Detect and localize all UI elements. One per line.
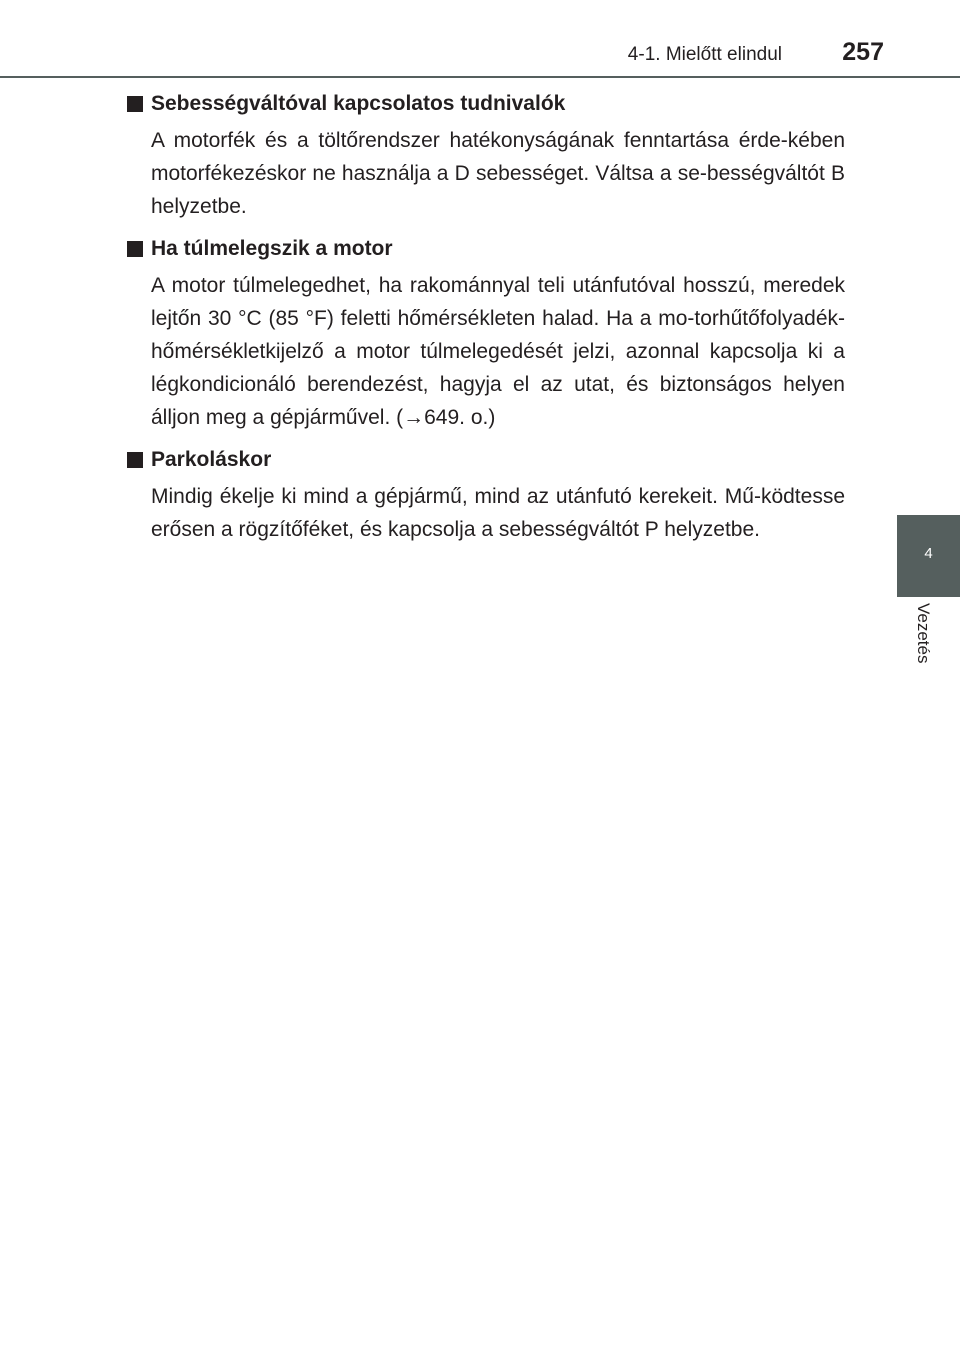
section-gear-info (127, 88, 845, 223)
section-engine-overheat (127, 233, 845, 434)
square-bullet-icon (127, 96, 143, 112)
section-body: Mindig ékelje ki mind a gépjármű, mind az utánfutó kerekeit. Mű-ködtesse erősen a rögzítőféket, és kapcsolja a sebességváltót P helyzetbe. (151, 485, 845, 541)
square-bullet-icon (127, 452, 143, 468)
page-content (127, 88, 845, 556)
section-body: A motorfék és a töltőrendszer hatékonyságának fenntartása érde-kében motorfékezéskor ne használja a D sebességet. Váltsa a se-bességváltót B helyzetbe. (151, 129, 845, 218)
section-heading-text: Ha túlmelegszik a motor (151, 237, 393, 260)
section-heading-text: Sebességváltóval kapcsolatos tudnivalók (151, 92, 566, 115)
header-divider (0, 76, 960, 78)
section-parking (127, 444, 845, 546)
section-title: 4-1. Mielőtt elindul (627, 44, 782, 65)
page-number: 257 (842, 38, 884, 66)
section-heading (127, 233, 845, 265)
chapter-tab (897, 515, 960, 597)
chapter-label (896, 603, 932, 683)
section-heading-text: Parkoláskor (151, 448, 272, 471)
section-heading (127, 444, 845, 476)
chapter-number: 4 (924, 545, 933, 562)
square-bullet-icon (127, 241, 143, 257)
page-header (0, 0, 960, 80)
section-heading (127, 88, 845, 120)
section-body: A motor túlmelegedhet, ha rakománnyal teli utánfutóval hosszú, meredek lejtőn 30 °C (85 °F) feletti hőmérsékleten halad. Ha a mo-torhűtőfolyadék-hőmérsékletkijelző a motor túlmelegedését jelzi, azonnal kapcsolja ki a légkondicionáló berendezést, hagyja el az utat, és biztonságos helyen álljon meg a gépjárművel. (→649. o.) (151, 274, 845, 429)
chapter-label-text: Vezetés (914, 603, 933, 664)
